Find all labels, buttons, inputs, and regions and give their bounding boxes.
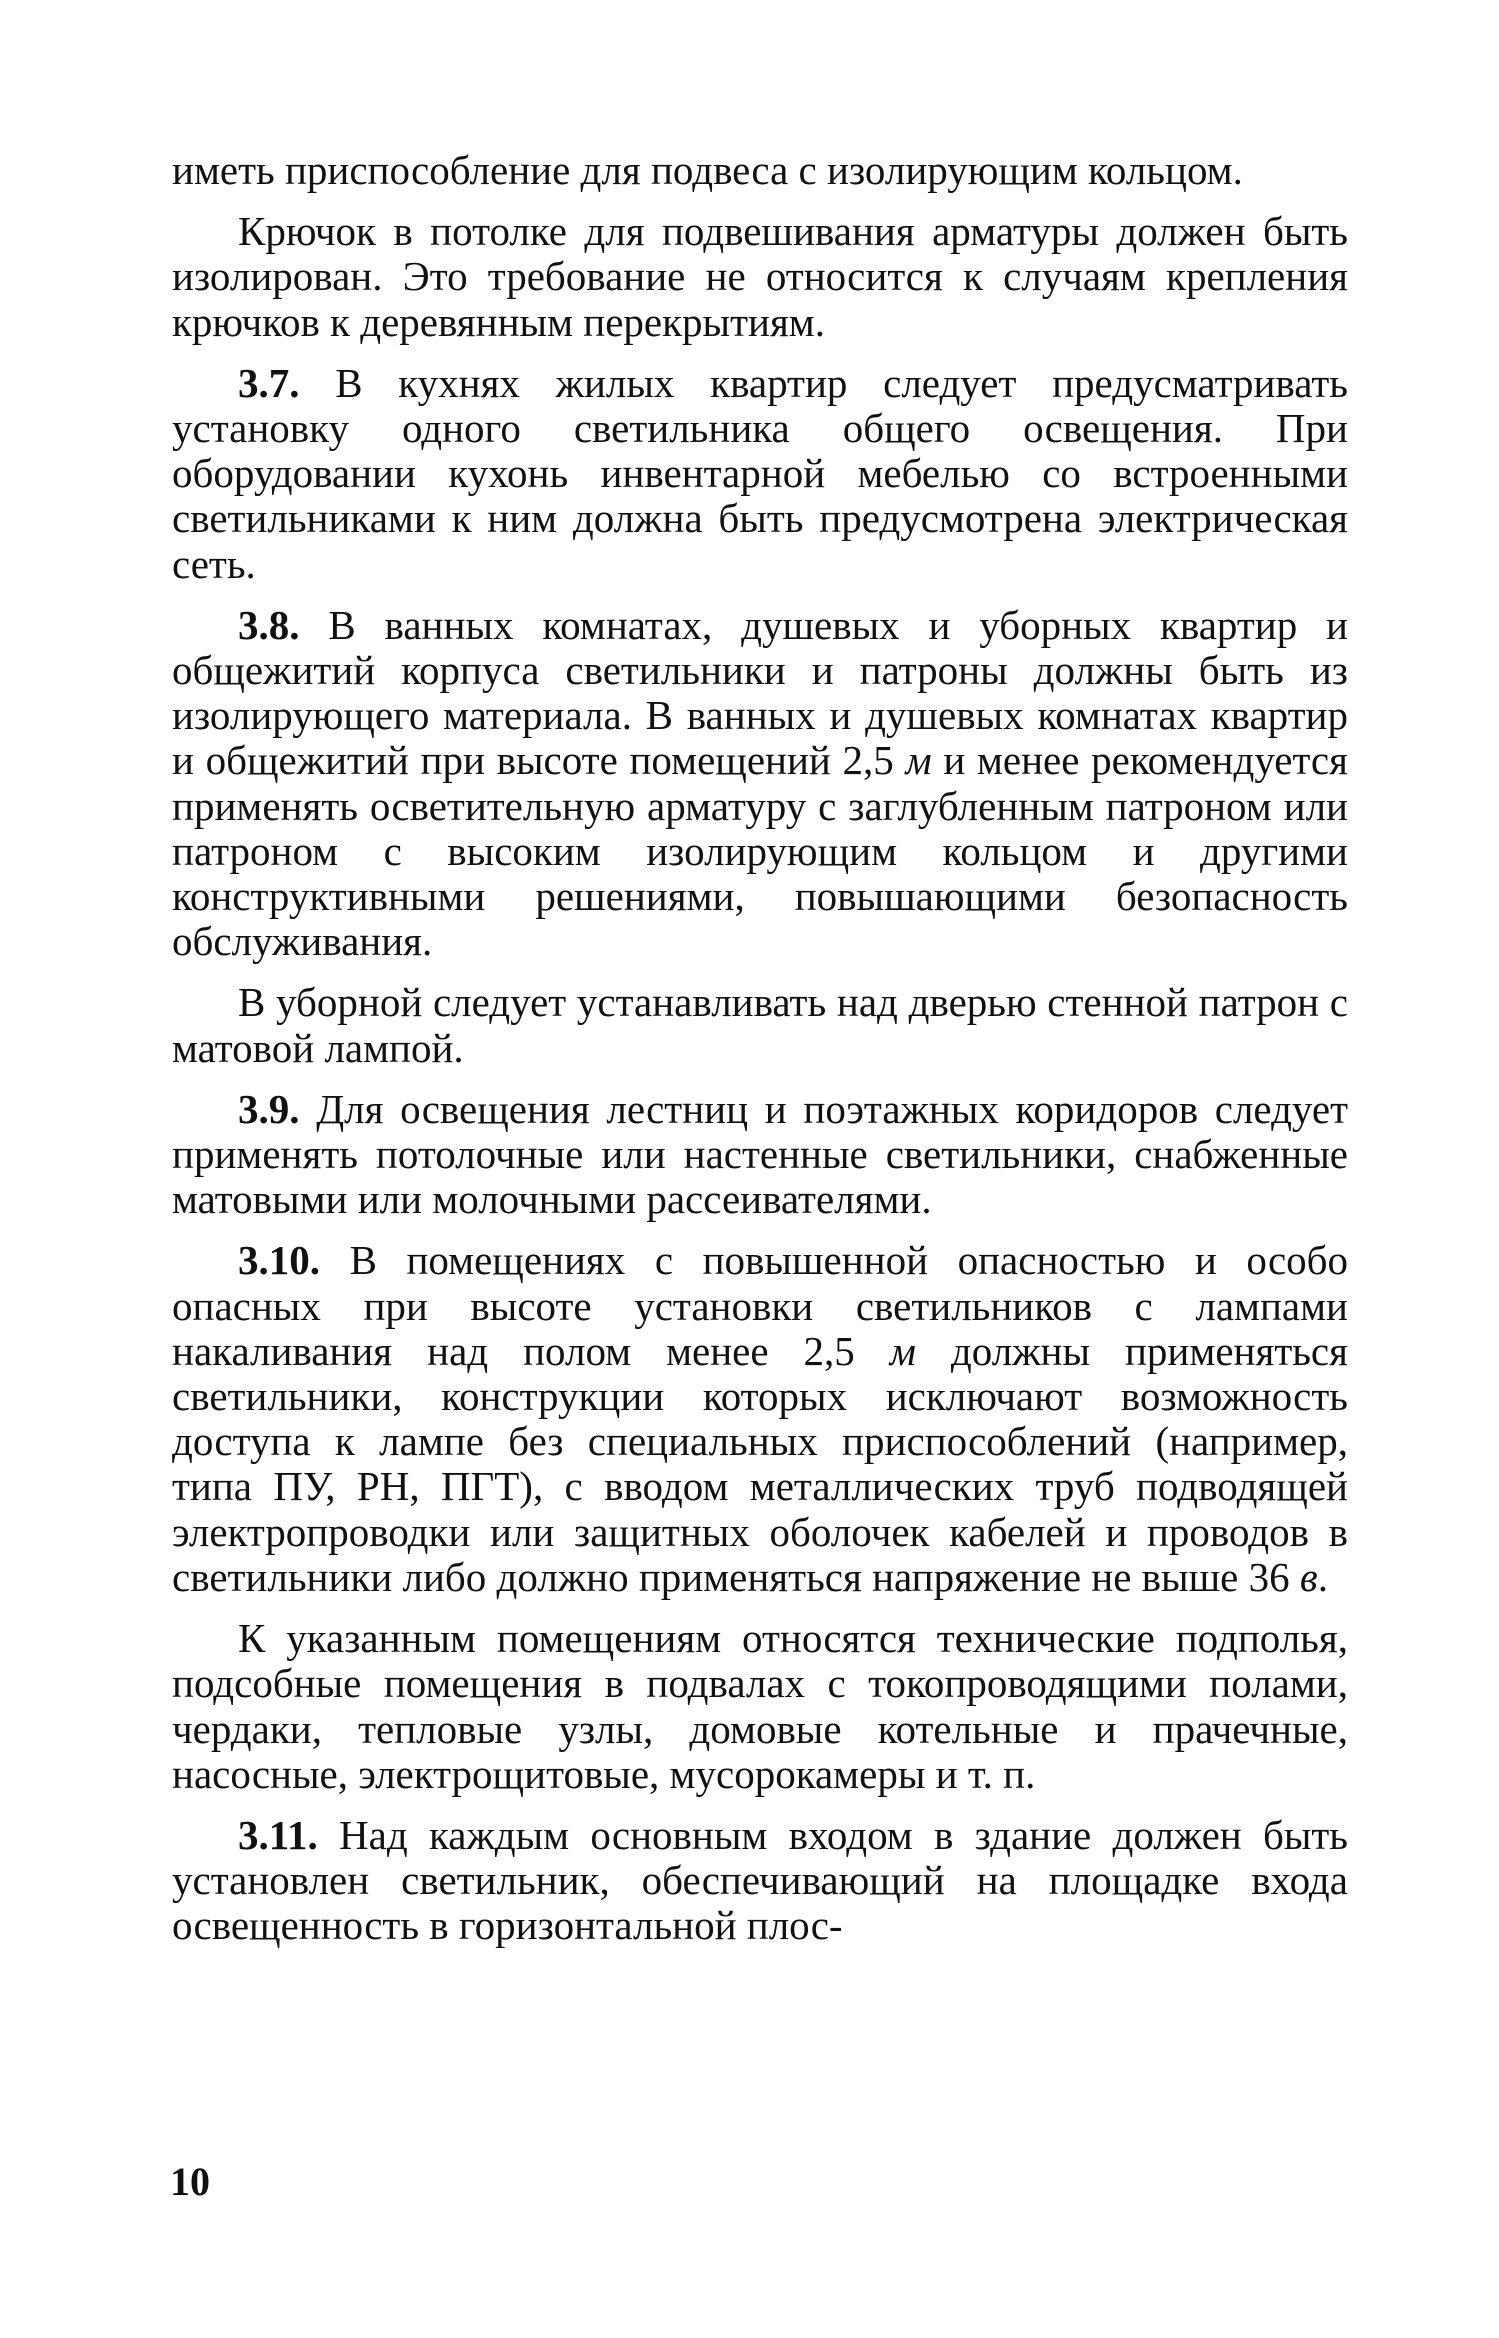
- unit-text: м: [905, 737, 932, 784]
- paragraph-text: Для освещения лестниц и поэтажных коридоров следует применять потолочные или настенные светильники, снабженные матовыми или молочными рассеивателями.: [172, 1085, 1348, 1223]
- paragraph-text: В помещениях с повышенной опасностью и особо опасных при высоте установки светильников с лампами накаливания над полом менее 2,5: [172, 1237, 1348, 1374]
- paragraph-text: В уборной следует устанавливать над дверью стенной патрон с матовой лампой.: [172, 979, 1348, 1071]
- paragraph: [172, 361, 1348, 587]
- paragraph: [172, 1813, 1348, 1949]
- unit-text: в: [1299, 1553, 1318, 1600]
- paragraph: [172, 1616, 1348, 1797]
- paragraph-text: Крючок в потолке для подвешивания арматуры должен быть изолирован. Это требование не относится к случаям крепления крючков к деревянным перекрытиям.: [172, 208, 1348, 345]
- paragraph-text: Над каждым основным входом в здание должен быть установлен светильник, обеспечивающий на площадке входа освещенность в горизонтальной плос-: [172, 1811, 1348, 1949]
- paragraph-text: .: [1317, 1553, 1328, 1600]
- paragraph: [172, 980, 1348, 1070]
- paragraph-text: В ванных комнатах, душевых и уборных квартир и общежитий корпуса светильники и патроны должны быть из изолирующего материала. В ванных и душевых комнатах квартир и общежитий при высоте помещений 2,5: [172, 601, 1348, 784]
- paragraph-text: В кухнях жилых квартир следует предусматривать установку одного светильника общего освещения. При оборудовании кухонь инвентарной мебелью со встроенными светильниками к ним должна быть предусмотрена электрическая сеть.: [172, 359, 1348, 587]
- paragraph-text: К указанным помещениям относятся технические подполья, подсобные помещения в подвалах с токопроводящими полами, чердаки, тепловые узлы, домовые котельные и прачечные, насосные, электрощитовые, мусорокамеры и т. п.: [172, 1615, 1348, 1797]
- section-number: 3.10.: [238, 1237, 320, 1284]
- section-number: 3.8.: [238, 601, 300, 648]
- paragraph-text: иметь приспособление для подвеса с изолирующим кольцом.: [172, 147, 1243, 193]
- paragraph: [172, 148, 1348, 193]
- paragraph-text: должны применяться светильники, конструкции которых исключают возможность доступа к лампе без специальных приспособлений (например, типа ПУ, РН, ПГТ), с вводом металлических труб подводящей электропроводки или защитных оболочек кабелей и проводов в светильники либо должно применяться напряжение не выше 36: [172, 1327, 1348, 1600]
- paragraph: [172, 1238, 1348, 1600]
- paragraph-text: и менее рекомендуется применять осветительную арматуру с заглубленным патроном или патроном с высоким изолирующим кольцом и другими конструктивными решениями, повышающими безопасность обслуживания.: [172, 737, 1348, 965]
- section-number: 3.9.: [238, 1085, 300, 1132]
- unit-text: м: [889, 1327, 916, 1374]
- paragraph: [172, 603, 1348, 965]
- page-number: 10: [170, 2159, 210, 2204]
- document-body: [172, 148, 1348, 1965]
- section-number: 3.7.: [238, 359, 300, 406]
- paragraph: [172, 1087, 1348, 1223]
- section-number: 3.11.: [238, 1811, 318, 1858]
- paragraph: [172, 209, 1348, 345]
